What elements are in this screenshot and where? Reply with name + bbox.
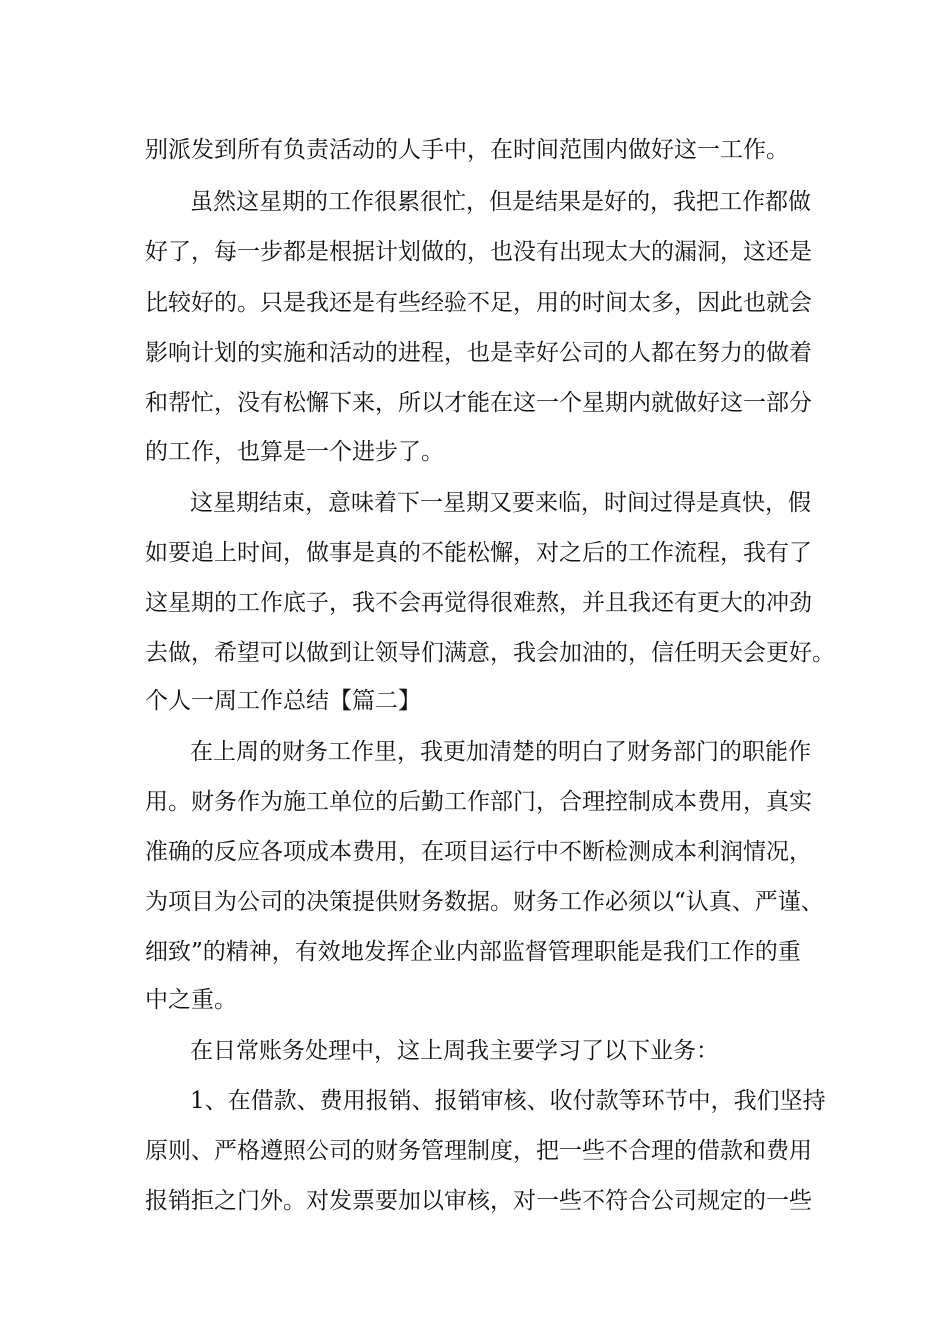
text-line-content: 影响计划的实施和活动的进程，也是幸好公司的人都在努力的做着 xyxy=(145,340,812,366)
text-line-content: 中之重。 xyxy=(145,987,237,1013)
text-line-content: 细致”的精神，有效地发挥企业内部监督管理职能是我们工作的重 xyxy=(145,939,801,965)
text-line xyxy=(0,732,950,772)
text-line xyxy=(0,832,950,872)
text-line xyxy=(0,1181,950,1221)
text-line-content: 和帮忙，没有松懈下来，所以才能在这一个星期内就做好这一部分 xyxy=(145,390,812,416)
text-line-content: 报销拒之门外。对发票要加以审核，对一些不符合公司规定的一些 xyxy=(145,1188,812,1214)
text-line xyxy=(0,483,950,523)
text-line-content: 比较好的。只是我还是有些经验不足，用的时间太多，因此也就会 xyxy=(145,290,812,316)
text-line xyxy=(0,782,950,822)
text-line-content: 用。财务作为施工单位的后勤工作部门，合理控制成本费用，真实 xyxy=(145,789,812,815)
text-line-content: 这星期的工作底子，我不会再觉得很难熬，并且我还有更大的冲劲 xyxy=(145,590,812,616)
text-line xyxy=(0,1131,950,1171)
text-line xyxy=(0,383,950,423)
text-line-content: 在上周的财务工作里，我更加清楚的明白了财务部门的职能作 xyxy=(190,739,811,765)
text-line xyxy=(0,232,950,272)
section-heading xyxy=(0,681,950,721)
text-line-content: 在日常账务处理中，这上周我主要学习了以下业务： xyxy=(190,1038,719,1064)
text-line xyxy=(0,633,950,673)
text-line-content: 如要追上时间，做事是真的不能松懈，对之后的工作流程，我有了 xyxy=(145,540,812,566)
text-line xyxy=(0,130,950,170)
text-line-content: 这星期结束，意味着下一星期又要来临，时间过得是真快，假 xyxy=(190,490,811,516)
text-line xyxy=(0,533,950,573)
text-line xyxy=(0,432,950,472)
text-line xyxy=(0,932,950,972)
text-line-content: 好了，每一步都是根据计划做的，也没有出现太大的漏洞，这还是 xyxy=(145,239,812,265)
section-heading-text: 个人一周工作总结【篇二】 xyxy=(145,688,421,714)
text-line-content: 别派发到所有负责活动的人手中，在时间范围内做好这一工作。 xyxy=(145,137,789,163)
text-line xyxy=(0,583,950,623)
text-line-content: 去做，希望可以做到让领导们满意，我会加油的，信任明天会更好。 xyxy=(145,640,835,666)
text-line xyxy=(0,882,950,922)
text-line-content: 1、在借款、费用报销、报销审核、收付款等环节中，我们坚持 xyxy=(190,1088,826,1114)
text-line-content: 的工作，也算是一个进步了。 xyxy=(145,439,444,465)
text-line xyxy=(0,1081,950,1121)
text-line xyxy=(0,980,950,1020)
text-line xyxy=(0,283,950,323)
text-line xyxy=(0,1031,950,1071)
text-line xyxy=(0,333,950,373)
text-line xyxy=(0,182,950,222)
text-line-content: 原则、严格遵照公司的财务管理制度，把一些不合理的借款和费用 xyxy=(145,1138,812,1164)
text-line-content: 为项目为公司的决策提供财务数据。财务工作必须以“认真、严谨、 xyxy=(145,889,824,915)
text-line-content: 虽然这星期的工作很累很忙，但是结果是好的，我把工作都做 xyxy=(190,189,811,215)
text-line-content: 准确的反应各项成本费用，在项目运行中不断检测成本利润情况， xyxy=(145,839,812,865)
